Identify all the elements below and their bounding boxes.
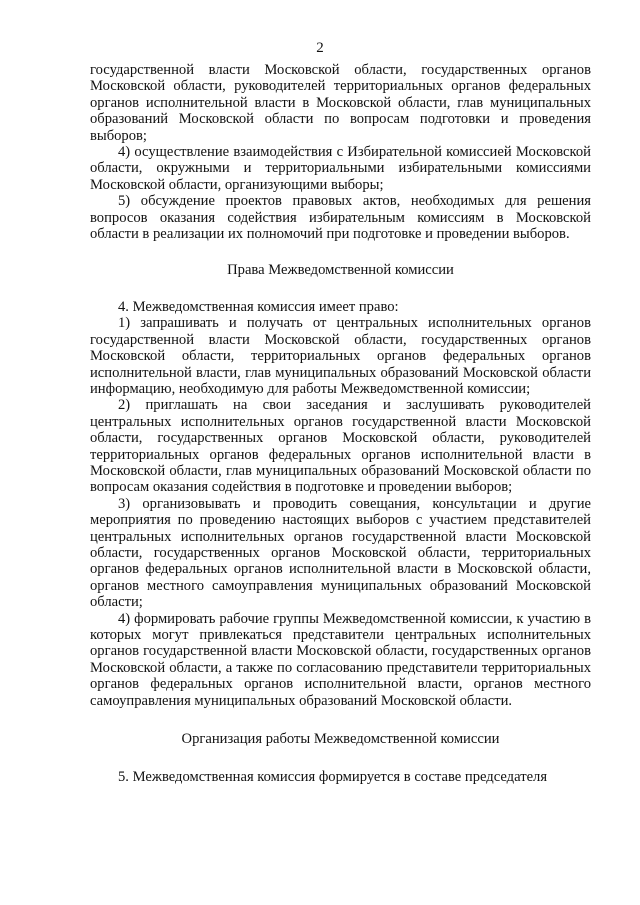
paragraph-item-5: 5) обсуждение проектов правовых актов, необходимых для решения вопросов оказания содействия избирательным комиссиям в Московской области в реализации их полномочий при подготовке и проведении выборов. bbox=[90, 193, 591, 243]
paragraph-right-4: 4) формировать рабочие группы Межведомственной комиссии, к участию в которых могут привлекаться представители центральных исполнительных органов государственной власти Московской области, государственных органов Московской области, а также по согласованию представители территориальных органов федеральных органов исполнительной власти, органов местного самоуправления муниципальных образований Московской области. bbox=[90, 610, 591, 709]
paragraph-clause-5: 5. Межведомственная комиссия формируется в составе председателя bbox=[118, 769, 548, 786]
paragraph-clause-4: 4. Межведомственная комиссия имеет право: bbox=[118, 298, 399, 315]
section-heading-organization: Организация работы Межведомственной комиссии bbox=[181, 731, 500, 748]
paragraph-right-2: 2) приглашать на свои заседания и заслушивать руководителей центральных исполнительных органов государственной власти Московской области, государственных органов Московской области, руководителей территориальных органов федеральных органов исполнительной власти в Московской области, глав муниципальных образований Московской области по вопросам оказания содействия в подготовке и проведении выборов; bbox=[90, 397, 591, 496]
paragraph-item-4: 4) осуществление взаимодействия с Избирательной комиссией Московской области, окружными и территориальными избирательными комиссиями Московской области, организующими выборы; bbox=[90, 144, 591, 193]
section-heading-rights: Права Межведомственной комиссии bbox=[227, 262, 454, 279]
page-number: 2 bbox=[316, 40, 324, 56]
paragraph-right-3: 3) организовывать и проводить совещания, консультации и другие мероприятия по проведению настоящих выборов с участием представителей центральных исполнительных органов государственной власти Московской области, государственных органов Московской области, территориальных органов федеральных органов исполнительной власти в Московской области, органов местного самоуправления муниципальных образований Московской области; bbox=[90, 495, 591, 611]
document-body bbox=[90, 62, 591, 786]
paragraph-continuation: государственной власти Московской области, государственных органов Московской области, руководителей территориальных органов федеральных органов исполнительной власти в Московской области, глав муниципальных образований Московской области по вопросам подготовки и проведения выборов; bbox=[90, 62, 591, 144]
paragraph-right-1: 1) запрашивать и получать от центральных исполнительных органов государственной власти Московской области, государственных органов Московской области, территориальных органов федеральных органов исполнительной власти, глав муниципальных образований Московской области информацию, необходимую для работы Межведомственной комиссии; bbox=[90, 315, 591, 397]
